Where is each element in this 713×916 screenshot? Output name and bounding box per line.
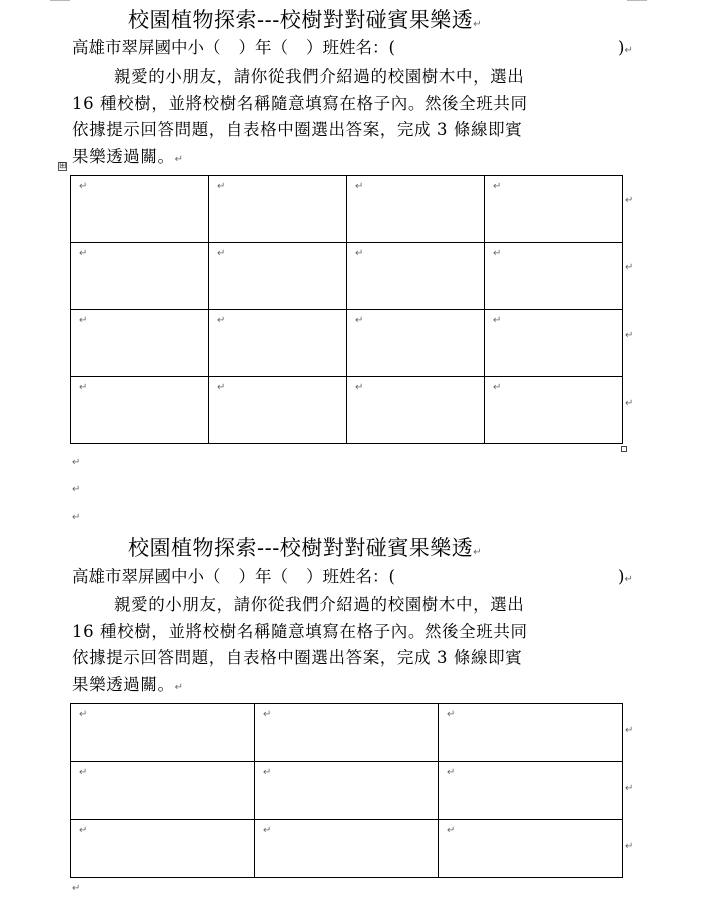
bingo-cell[interactable]: ↵ (71, 820, 255, 878)
table-row (71, 762, 623, 820)
row-end-mark: ↵ (625, 725, 634, 736)
bingo-cell[interactable]: ↵ (439, 762, 623, 820)
row-end-mark: ↵ (625, 262, 634, 273)
bingo-cell[interactable]: ↵ (439, 820, 623, 878)
bingo-cell[interactable]: ↵ (71, 762, 255, 820)
table-row (71, 176, 623, 243)
table-row (71, 820, 623, 878)
bingo-cell[interactable]: ↵ (255, 820, 439, 878)
bingo-cell[interactable]: ↵ (485, 176, 623, 243)
table-row (71, 704, 623, 762)
bingo-grid-3x3 (70, 703, 623, 878)
bingo-cell[interactable]: ↵ (347, 377, 485, 444)
bingo-cell[interactable]: ↵ (347, 243, 485, 310)
instructions-paragraph: 親愛的小朋友，請你從我們介紹過的校園樹木中，選出 16 種校樹，並將校樹名稱隨意填寫在格子內。然後全班共同 依據提示回答問題，自表格中圈選出答案，完成 3 條線即賓 果樂透過關。↵ (72, 595, 528, 694)
worksheet-title: 校園植物探索---校樹對對碰賓果樂透↵ (128, 536, 483, 560)
bingo-cell[interactable]: ↵ (71, 176, 209, 243)
student-info-line: 高雄市翠屏國中小（ ）年（ ）班姓名：( )↵ (72, 38, 633, 57)
bingo-cell[interactable]: ↵ (209, 310, 347, 377)
worksheet-title: 校園植物探索---校樹對對碰賓果樂透↵ (128, 8, 483, 32)
bingo-cell[interactable]: ↵ (71, 310, 209, 377)
bingo-cell[interactable]: ↵ (485, 310, 623, 377)
table-move-handle-icon[interactable]: ⊞ (59, 161, 67, 171)
bingo-cell[interactable]: ↵ (485, 243, 623, 310)
paragraph-mark: ↵ (473, 19, 483, 30)
table-row (71, 310, 623, 377)
row-end-mark: ↵ (625, 783, 634, 794)
bingo-cell[interactable]: ↵ (209, 377, 347, 444)
page-corner-mark-right (627, 0, 647, 3)
bingo-cell[interactable]: ↵ (71, 377, 209, 444)
paragraph-mark: ↵ (72, 883, 81, 894)
instructions-paragraph: 親愛的小朋友，請你從我們介紹過的校園樹木中，選出 16 種校樹，並將校樹名稱隨意填寫在格子內。然後全班共同 依據提示回答問題，自表格中圈選出答案，完成 3 條線即賓 果樂透過關。↵ (72, 67, 528, 166)
paragraph-mark: ↵ (72, 484, 81, 495)
paragraph-mark: ↵ (72, 457, 81, 468)
paragraph-mark: ↵ (473, 547, 483, 558)
bingo-grid-4x4 (70, 175, 623, 444)
bingo-cell[interactable]: ↵ (255, 762, 439, 820)
page-corner-mark-left (50, 0, 70, 3)
bingo-cell[interactable]: ↵ (71, 704, 255, 762)
bingo-cell[interactable]: ↵ (347, 310, 485, 377)
bingo-cell[interactable]: ↵ (255, 704, 439, 762)
table-row (71, 243, 623, 310)
bingo-cell[interactable]: ↵ (71, 243, 209, 310)
row-end-mark: ↵ (625, 398, 634, 409)
table-row (71, 377, 623, 444)
bingo-cell[interactable]: ↵ (439, 704, 623, 762)
bingo-cell[interactable]: ↵ (209, 243, 347, 310)
bingo-cell[interactable]: ↵ (485, 377, 623, 444)
paragraph-mark: ↵ (72, 512, 81, 523)
row-end-mark: ↵ (625, 195, 634, 206)
row-end-mark: ↵ (625, 841, 634, 852)
table-resize-handle[interactable] (621, 446, 627, 452)
student-info-line: 高雄市翠屏國中小（ ）年（ ）班姓名：( )↵ (72, 567, 633, 586)
bingo-cell[interactable]: ↵ (209, 176, 347, 243)
row-end-mark: ↵ (625, 330, 634, 341)
bingo-cell[interactable]: ↵ (347, 176, 485, 243)
